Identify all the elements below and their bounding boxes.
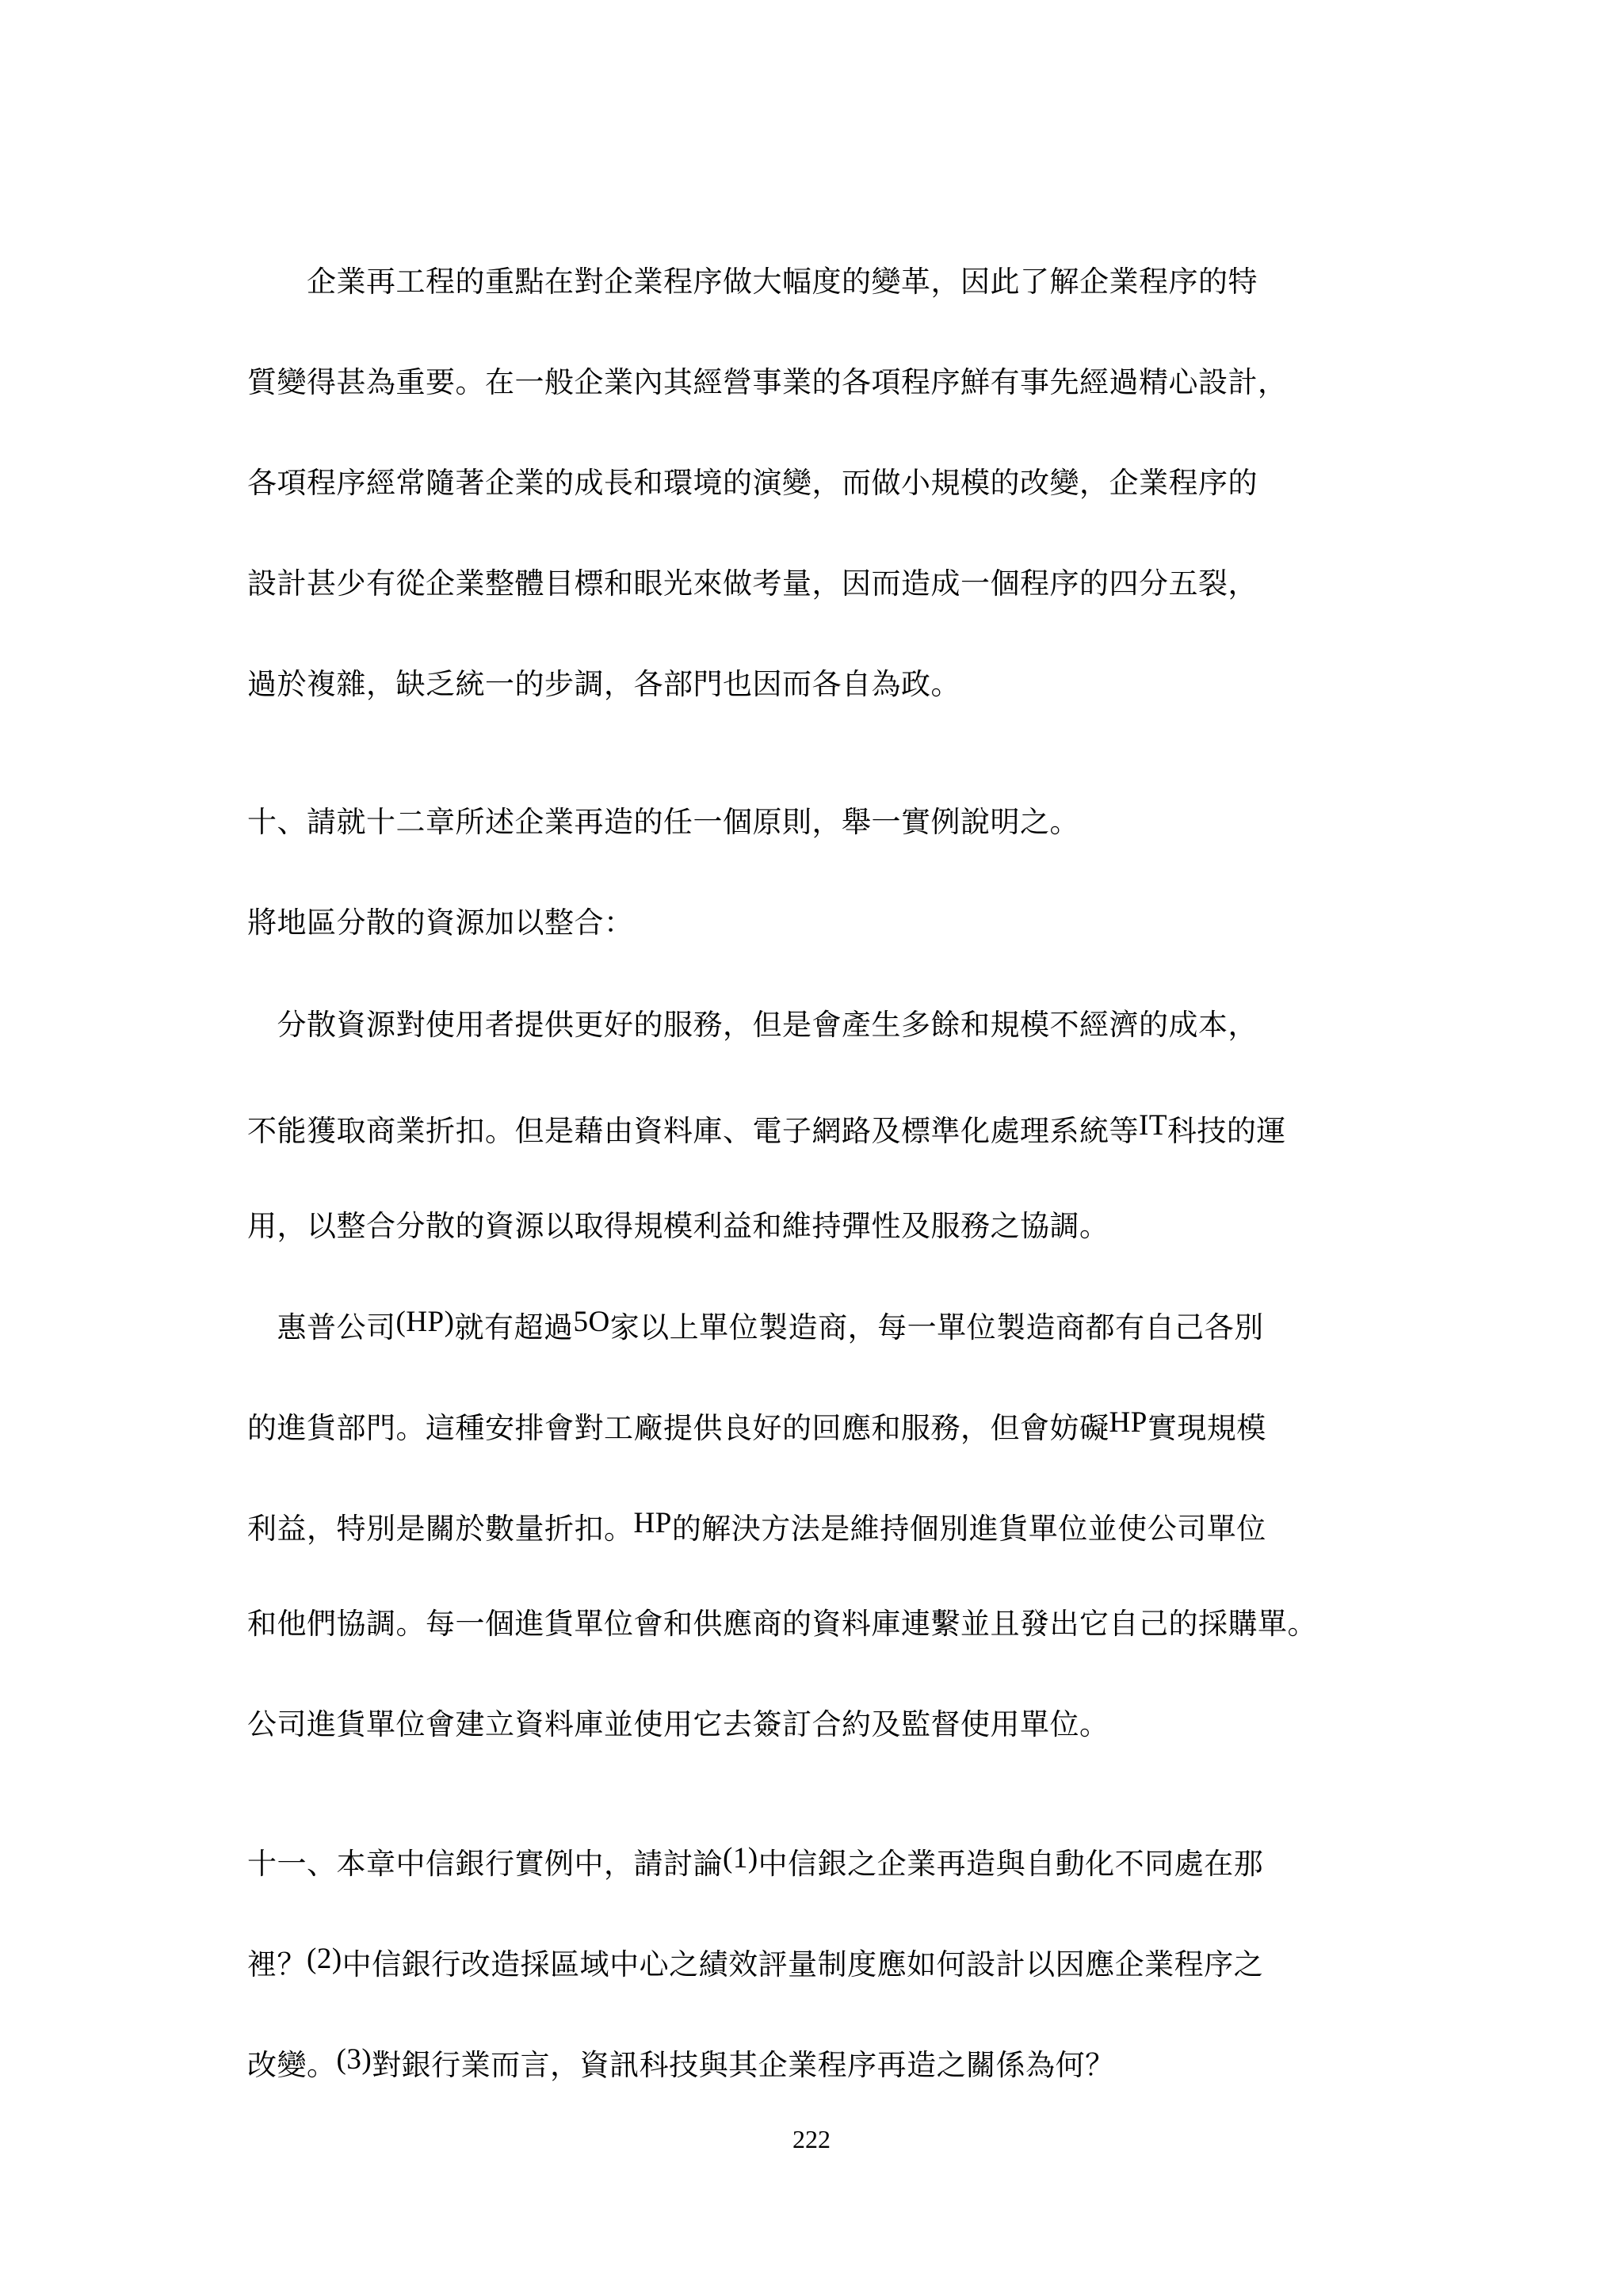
text-segment: 就有超過 (454, 1310, 574, 1344)
text-segment: 改變。 (247, 2048, 337, 2082)
text-segment: 中信銀行改造採區域中心之績效評量制度應如何設計以因應企業程序之 (342, 1947, 1264, 1981)
text-segment: 十一、本章中信銀行實例中，請討論 (247, 1847, 723, 1881)
latin-term: 5O (573, 1306, 610, 1338)
question-11-line (247, 2039, 1420, 2086)
paragraph-line: 各項程序經常隨著企業的成長和環境的演變，而做小規模的改變，企業程序的 (247, 466, 1258, 500)
paragraph-line (247, 1402, 1420, 1449)
latin-term: HP (1109, 1406, 1148, 1439)
text-segment: 裡？ (247, 1947, 307, 1981)
text-segment: 利益，特別是關於數量折扣。 (247, 1512, 634, 1546)
page-number: 222 (792, 2125, 831, 2153)
question-11-line (247, 1939, 1420, 1985)
latin-term: (1) (723, 1842, 758, 1875)
text-segment: 惠普公司 (247, 1310, 396, 1344)
paragraph-line: 企業再工程的重點在對企業程序做大幅度的變革，因此了解企業程序的特 (247, 265, 1258, 299)
question-10-title: 十、請就十二章所述企業再造的任一個原則，舉一實例說明之。 (247, 805, 1079, 839)
paragraph-line: 設計甚少有從企業整體目標和眼光來做考量，因而造成一個程序的四分五裂， (247, 566, 1258, 601)
question-11-line (247, 1838, 1420, 1885)
paragraph-line: 和他們協調。每一個進貨單位會和供應商的資料庫連繫並且發出它自己的採購單。 (247, 1607, 1317, 1641)
text-segment: 科技的運 (1167, 1114, 1286, 1148)
latin-term: (HP) (395, 1306, 455, 1338)
paragraph-line: 過於複雜，缺乏統一的步調，各部門也因而各自為政。 (247, 667, 960, 701)
paragraph-line: 公司進貨單位會建立資料庫並使用它去簽訂合約及監督使用單位。 (247, 1707, 1109, 1741)
text-segment: 實現規模 (1147, 1411, 1266, 1445)
paragraph-line (247, 1105, 1420, 1152)
latin-term: IT (1139, 1109, 1167, 1142)
text-segment: 不能獲取商業折扣。但是藉由資料庫、電子網路及標準化處理系統等 (247, 1114, 1139, 1148)
paragraph-line: 質變得甚為重要。在一般企業內其經營事業的各項程序鮮有事先經過精心設計， (247, 365, 1288, 399)
paragraph-line: 分散資源對使用者提供更好的服務，但是會產生多餘和規模不經濟的成本， (247, 1008, 1258, 1042)
latin-term: (2) (307, 1943, 342, 1975)
latin-term: HP (633, 1507, 672, 1539)
text-segment: 的解決方法是維持個別進貨單位並使公司單位 (671, 1512, 1266, 1546)
question-10-subtitle: 將地區分散的資源加以整合： (247, 906, 634, 940)
latin-term: (3) (336, 2043, 372, 2076)
paragraph-line (247, 1302, 1420, 1348)
text-segment: 對銀行業而言，資訊科技與其企業程序再造之關係為何？ (372, 2048, 1115, 2082)
text-segment: 中信銀之企業再造與自動化不同處在那 (758, 1847, 1264, 1881)
text-segment: 家以上單位製造商，每一單位製造商都有自己各別 (609, 1310, 1264, 1344)
paragraph-line (247, 1503, 1420, 1550)
paragraph-line: 用，以整合分散的資源以取得規模利益和維持彈性及服務之協調。 (247, 1209, 1109, 1243)
text-segment: 的進貨部門。這種安排會對工廠提供良好的回應和服務，但會妨礙 (247, 1411, 1109, 1445)
